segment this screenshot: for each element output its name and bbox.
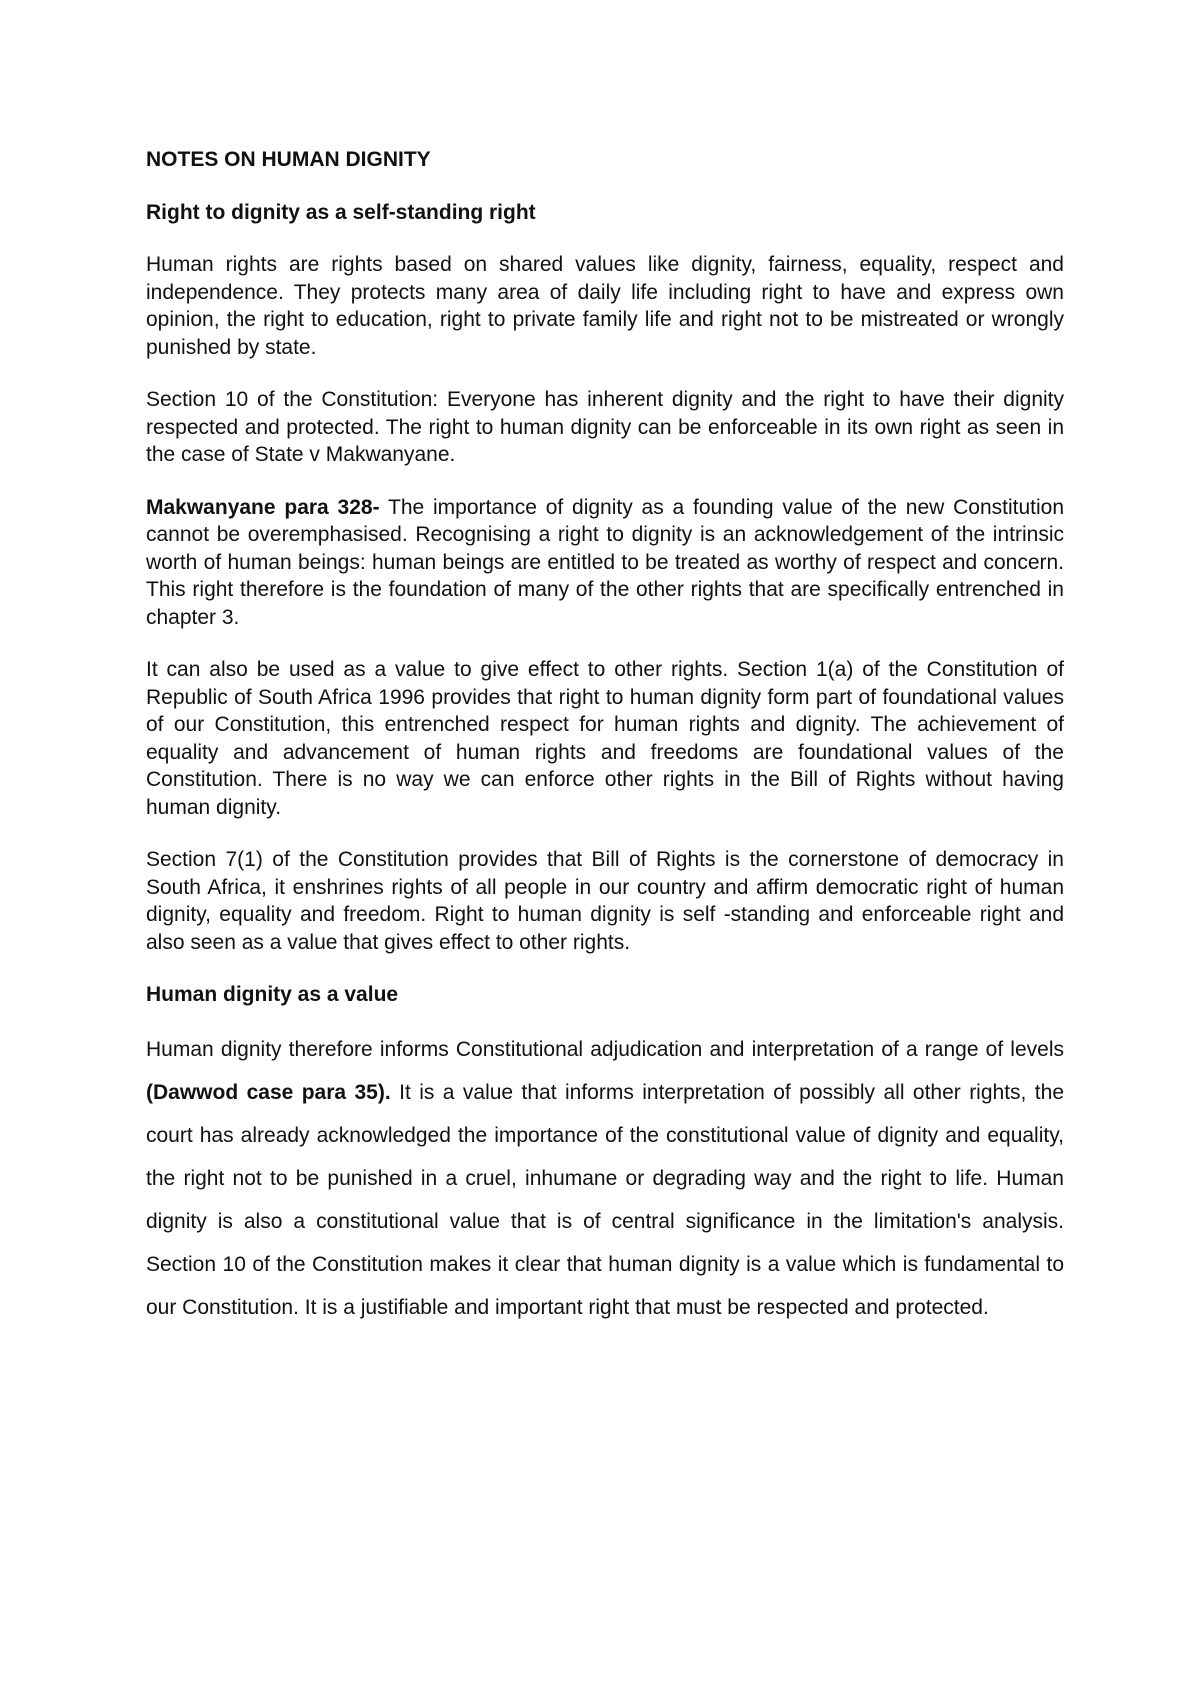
document-page: [146, 146, 1064, 1329]
section-heading-self-standing-right: Right to dignity as a self-standing right: [146, 201, 536, 224]
makwanyane-text: The importance of dignity as a founding value of the new Constitution cannot be overemphasised. Recognising a right to dignity is an acknowledgement of the intrinsic worth of human beings: human beings are entitled to be treated as worthy of respect and concern. This right therefore is the foundation of many of the other rights that are specifically entrenched in chapter 3.: [146, 495, 1064, 629]
paragraph-section-7-1: Section 7(1) of the Constitution provides that Bill of Rights is the cornerstone of democracy in South Africa, it enshrines rights of all people in our country and affirm democratic right of human dignity, equality and freedom. Right to human dignity is self -standing and enforceable right and also seen as a value that gives effect to other rights.: [146, 848, 1064, 954]
dignity-value-text-end: It is a value that informs interpretation of possibly all other rights, the court has already acknowledged the importance of the constitutional value of dignity and equality, the right not to be punished in a cruel, inhumane or degrading way and the right to life. Human dignity is also a constitutional value that is of central significance in the limitation's analysis. Section 10 of the Constitution makes it clear that human dignity is a value which is fundamental to our Constitution. It is a justifiable and important right that must be respected and protected.: [146, 1081, 1064, 1319]
paragraph-value-section-1a: It can also be used as a value to give effect to other rights. Section 1(a) of the Constitution of Republic of South Africa 1996 provides that right to human dignity form part of foundational values of our Constitution, this entrenched respect for human rights and dignity. The achievement of equality and advancement of human rights and freedoms are foundational values of the Constitution. There is no way we can enforce other rights in the Bill of Rights without having human dignity.: [146, 658, 1064, 819]
section-heading-dignity-as-value: Human dignity as a value: [146, 983, 399, 1006]
dignity-value-text-start: Human dignity therefore informs Constitutional adjudication and interpretation of a range of levels: [146, 1038, 1064, 1061]
makwanyane-citation: Makwanyane para 328-: [146, 495, 380, 519]
document-title: NOTES ON HUMAN DIGNITY: [146, 148, 431, 171]
paragraph-section-10: Section 10 of the Constitution: Everyone has inherent dignity and the right to have their dignity respected and protected. The right to human dignity can be enforceable in its own right as seen in the case of State v Makwanyane.: [146, 388, 1064, 466]
paragraph-dignity-informs-adjudication: [146, 1028, 1064, 1329]
paragraph-makwanyane: [146, 494, 1064, 632]
paragraph-human-rights: Human rights are rights based on shared values like dignity, fairness, equality, respect and independence. They protects many area of daily life including right to have and express own opinion, the right to education, right to private family life and right not to be mistreated or wrongly punished by state.: [146, 253, 1064, 359]
dawwod-citation: (Dawwod case para 35).: [146, 1081, 391, 1104]
